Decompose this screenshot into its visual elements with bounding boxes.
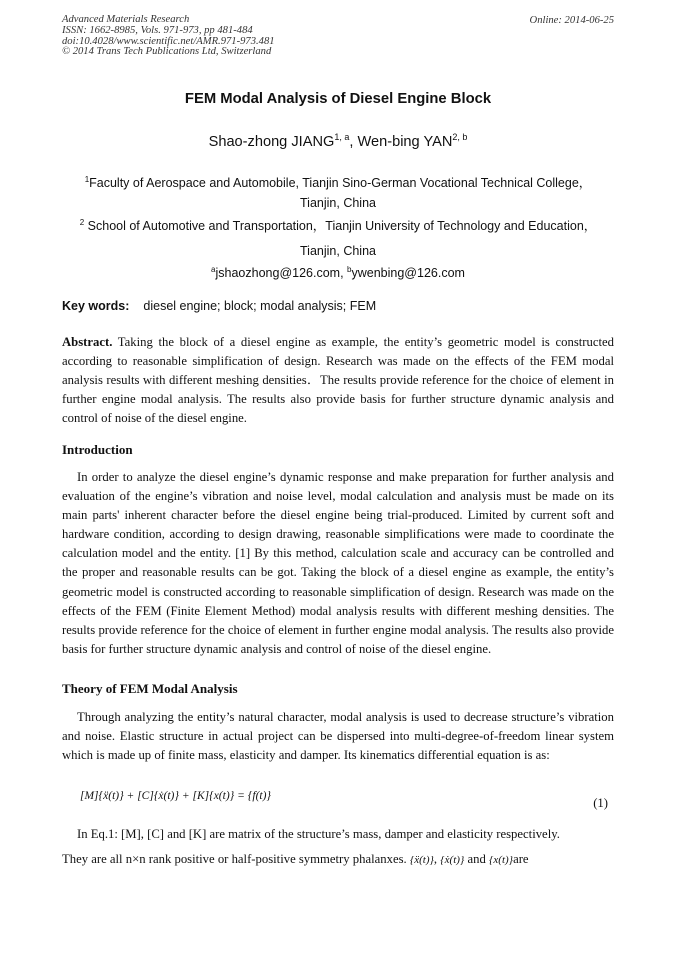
affiliation-2 (62, 213, 614, 236)
keywords-text: diesel engine; block; modal analysis; FEM (143, 299, 377, 313)
abstract-label: Abstract. (62, 335, 113, 349)
equation-explanation-continued (62, 850, 614, 870)
affiliation-1-sup: 1 (84, 175, 90, 184)
email-a-sup: a (211, 265, 216, 274)
online-date: Online: 2014-06-25 (529, 15, 614, 26)
equation-number: (1) (593, 796, 608, 810)
theory-paragraph: Through analyzing the entity’s natural character, modal analysis is used to decrease structure’s vibration and noise. Elastic structure in actual project can be dispersed into multi-degree-of-freedom linear system which is made up of finite mass, elasticity and damper. Its kinematics differential equation is as: (62, 710, 614, 763)
affiliation-2-city: Tianjin, China (300, 244, 376, 258)
symmetry-text: They are all n×n rank positive or half-positive symmetry phalanxes. (62, 852, 407, 866)
issn-line: ISSN: 1662-8985, Vols. 971-973, pp 481-484 (62, 24, 253, 36)
email-a[interactable]: jshaozhong@126.com, (215, 266, 344, 280)
affiliation-1-text: Faculty of Aerospace and Automobile, Tianjin Sino-German Vocational Technical College， (89, 176, 592, 190)
are-word: are (513, 852, 529, 866)
journal-metadata (62, 15, 275, 58)
affiliation-1-city: Tianjin, China (300, 196, 376, 210)
email-line (62, 265, 614, 280)
theory-heading: Theory of FEM Modal Analysis (62, 681, 238, 696)
author-2-sup: 2, b (452, 132, 468, 142)
keywords-label: Key words: (62, 299, 130, 313)
email-b[interactable]: ywenbing@126.com (351, 266, 465, 280)
introduction-paragraph: In order to analyze the diesel engine’s dynamic response and make preparation for further analysis and evaluation of the engine’s vibration and noise level, modal calculation and analysis must be made on its main parts' inherent character before the diesel engine being trial-produced. Limited by current soft and hardware condition, according to design drawing, reasonable simplifications were made to coordinate the calculation model and the entity. [1] By this method, calculation scale and accuracy can be controlled and the proper and reasonable results can be got. Taking the block of a diesel engine as example, the entity’s geometric model is constructed according to reasonable simplification of design. Research was made on the effects of the FEM (Finite Element Method) modal analysis results with different meshing densities. The results provide reference for the choice of element in further engine modal analysis. The results also provide basis for further structure dynamic analysis and control of noise of the diesel engine. (62, 470, 614, 656)
keywords (62, 299, 376, 313)
abstract-text: Taking the block of a diesel engine as example, the entity’s geometric model is constructed according to reasonable simplification of design. Research was made on the effects of the FEM modal analysis results with different meshing densities．The results provide reference for the choice of element in further engine modal analysis. The results also provide basis for further structure dynamic analysis and control of noise of the diesel engine. (62, 335, 614, 426)
doi-line[interactable]: doi:10.4028/www.scientific.net/AMR.971-973.481 (62, 35, 275, 47)
abstract (62, 333, 614, 428)
affiliation-2-sup: 2 (79, 218, 85, 227)
author-1-name: Shao-zhong JIANG (208, 134, 335, 150)
copyright-line: © 2014 Trans Tech Publications Ltd, Switzerland (62, 46, 272, 58)
equation-1: [M]{ẍ(t)} + [C]{ẋ(t)} + [K]{x(t)} = {f(t)} (80, 790, 272, 802)
paper-title: FEM Modal Analysis of Diesel Engine Block (184, 91, 492, 107)
equation-explanation: In Eq.1: [M], [C] and [K] are matrix of the structure’s mass, damper and elasticity respectively. (77, 827, 560, 841)
affiliation-2-text: School of Automotive and Transportation，Tianjin University of Technology and Education， (87, 219, 597, 233)
journal-name: Advanced Materials Research (62, 14, 190, 25)
introduction-heading: Introduction (62, 442, 133, 457)
author-2-name: Wen-bing YAN (357, 134, 453, 150)
author-line: Shao-zhong JIANG$^{1, a}$, Wen-bing YAN$^{2, b}$ (208, 132, 468, 150)
author-1-sup: 1, a (334, 132, 350, 142)
displacement-vector: {x(t)} (489, 854, 514, 866)
email-b-sup: b (347, 265, 352, 274)
and-word: and (467, 852, 486, 866)
comma: , (433, 852, 438, 866)
affiliation-1 (62, 170, 614, 213)
velocity-vector: {ẋ(t)} (440, 854, 465, 866)
acceleration-vector: {ẍ(t)} (409, 854, 434, 866)
